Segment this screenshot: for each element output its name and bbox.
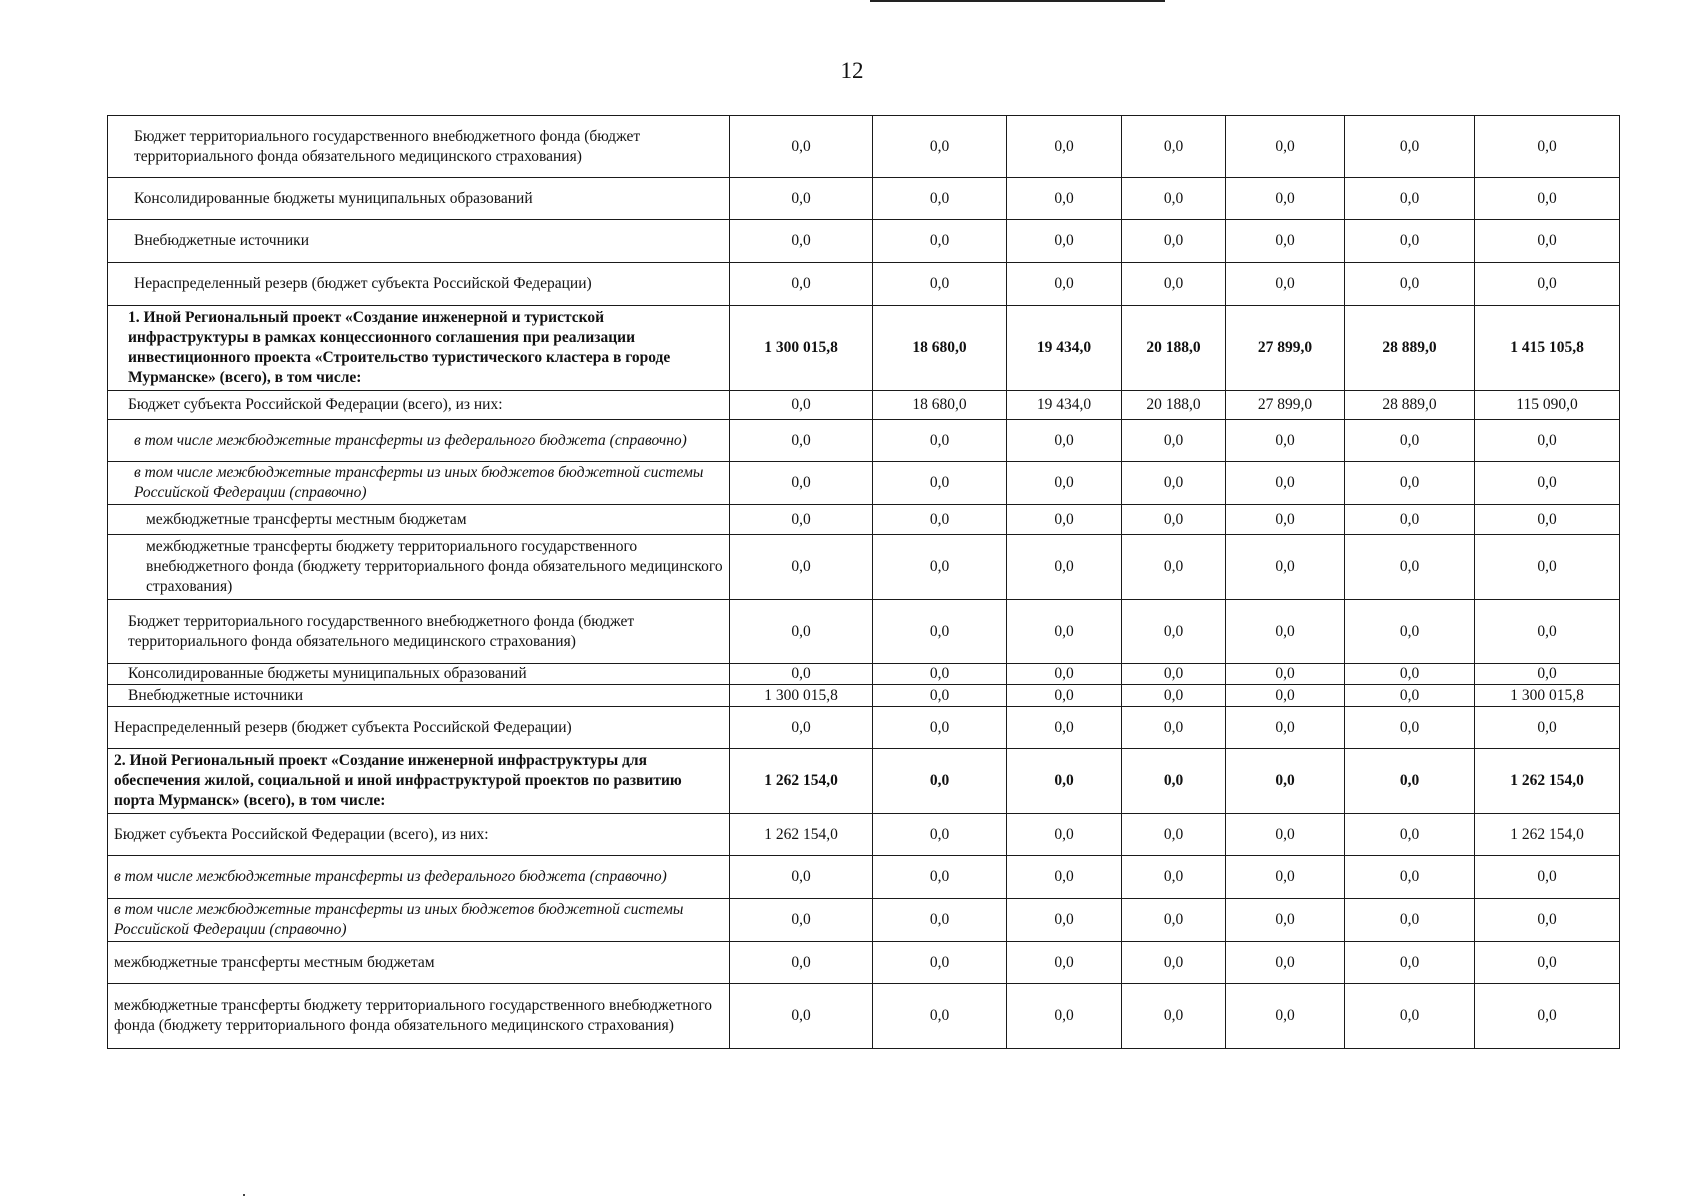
value-cell: 0,0 (873, 664, 1007, 685)
scan-speck (243, 1194, 245, 1196)
value-cell: 0,0 (1475, 600, 1620, 664)
table-row (108, 664, 1620, 685)
value-cell: 0,0 (873, 707, 1007, 749)
row-label: в том числе межбюджетные трансферты из федерального бюджета (справочно) (108, 856, 730, 899)
value-cell: 0,0 (1345, 856, 1475, 899)
top-rule (870, 0, 1165, 2)
value-cell: 0,0 (1122, 814, 1226, 856)
value-cell: 20 188,0 (1122, 306, 1226, 391)
value-cell: 0,0 (1226, 899, 1345, 942)
value-cell: 0,0 (1122, 535, 1226, 600)
table-row (108, 263, 1620, 306)
value-cell: 0,0 (1122, 420, 1226, 462)
value-cell: 0,0 (730, 899, 873, 942)
value-cell: 0,0 (1007, 178, 1122, 220)
value-cell: 0,0 (1122, 263, 1226, 306)
value-cell: 19 434,0 (1007, 306, 1122, 391)
table-row (108, 814, 1620, 856)
row-label: Консолидированные бюджеты муниципальных образований (108, 178, 730, 220)
value-cell: 1 300 015,8 (730, 685, 873, 707)
value-cell: 0,0 (1122, 600, 1226, 664)
value-cell: 1 300 015,8 (730, 306, 873, 391)
value-cell: 0,0 (1475, 535, 1620, 600)
value-cell: 0,0 (1475, 707, 1620, 749)
table-row (108, 749, 1620, 814)
value-cell: 0,0 (1226, 505, 1345, 535)
row-label: Внебюджетные источники (108, 685, 730, 707)
value-cell: 0,0 (1226, 814, 1345, 856)
row-label: 2. Иной Региональный проект «Создание инженерной инфраструктуры для обеспечения жилой, социальной и иной инфраструктурой проектов по развитию порта Мурманск» (всего), в том числе: (108, 749, 730, 814)
value-cell: 0,0 (1345, 263, 1475, 306)
row-label: Бюджет территориального государственного внебюджетного фонда (бюджет территориального фонда обязательного медицинского страхования) (108, 600, 730, 664)
value-cell: 0,0 (1007, 462, 1122, 505)
row-label: в том числе межбюджетные трансферты из иных бюджетов бюджетной системы Российской Федерации (справочно) (108, 899, 730, 942)
value-cell: 0,0 (1226, 942, 1345, 984)
value-cell: 0,0 (1122, 220, 1226, 263)
value-cell: 0,0 (1475, 178, 1620, 220)
value-cell: 0,0 (730, 505, 873, 535)
value-cell: 0,0 (1226, 984, 1345, 1049)
value-cell: 0,0 (873, 505, 1007, 535)
value-cell: 0,0 (730, 707, 873, 749)
value-cell: 1 262 154,0 (730, 814, 873, 856)
table-row (108, 942, 1620, 984)
value-cell: 0,0 (1226, 707, 1345, 749)
value-cell: 0,0 (1345, 420, 1475, 462)
table-row (108, 220, 1620, 263)
budget-table-body (108, 116, 1620, 1049)
value-cell: 28 889,0 (1345, 391, 1475, 420)
value-cell: 0,0 (1475, 664, 1620, 685)
value-cell: 0,0 (730, 178, 873, 220)
value-cell: 0,0 (1007, 942, 1122, 984)
value-cell: 1 262 154,0 (730, 749, 873, 814)
value-cell: 0,0 (1122, 505, 1226, 535)
value-cell: 1 262 154,0 (1475, 749, 1620, 814)
value-cell: 0,0 (730, 535, 873, 600)
value-cell: 0,0 (1007, 707, 1122, 749)
row-label: Бюджет субъекта Российской Федерации (всего), из них: (108, 391, 730, 420)
value-cell: 0,0 (730, 664, 873, 685)
row-label: Консолидированные бюджеты муниципальных образований (108, 664, 730, 685)
value-cell: 0,0 (873, 749, 1007, 814)
table-row (108, 707, 1620, 749)
value-cell: 0,0 (1007, 749, 1122, 814)
page-number: 12 (840, 58, 864, 83)
value-cell: 0,0 (1007, 420, 1122, 462)
value-cell: 0,0 (1007, 220, 1122, 263)
value-cell: 0,0 (1122, 685, 1226, 707)
value-cell: 0,0 (873, 178, 1007, 220)
value-cell: 0,0 (1007, 814, 1122, 856)
value-cell: 0,0 (1226, 263, 1345, 306)
value-cell: 0,0 (1475, 942, 1620, 984)
value-cell: 0,0 (1007, 600, 1122, 664)
table-row (108, 178, 1620, 220)
row-label: Внебюджетные источники (108, 220, 730, 263)
row-label: Бюджет территориального государственного внебюджетного фонда (бюджет территориального фонда обязательного медицинского страхования) (108, 116, 730, 178)
value-cell: 0,0 (1345, 178, 1475, 220)
value-cell: 0,0 (873, 116, 1007, 178)
value-cell: 0,0 (1475, 899, 1620, 942)
table-row (108, 600, 1620, 664)
value-cell: 0,0 (1122, 856, 1226, 899)
value-cell: 0,0 (873, 600, 1007, 664)
row-label: Нераспределенный резерв (бюджет субъекта Российской Федерации) (108, 263, 730, 306)
value-cell: 0,0 (1475, 984, 1620, 1049)
value-cell: 0,0 (1226, 178, 1345, 220)
value-cell: 1 300 015,8 (1475, 685, 1620, 707)
value-cell: 0,0 (1345, 942, 1475, 984)
value-cell: 115 090,0 (1475, 391, 1620, 420)
row-label: 1. Иной Региональный проект «Создание инженерной и туристской инфраструктуры в рамках концессионного соглашения при реализации инвестиционного проекта «Строительство туристического кластера в городе Мурманске» (всего), в том числе: (108, 306, 730, 391)
table-row (108, 505, 1620, 535)
value-cell: 0,0 (1007, 899, 1122, 942)
value-cell: 0,0 (1226, 685, 1345, 707)
table-row (108, 685, 1620, 707)
table-row (108, 116, 1620, 178)
table-row (108, 391, 1620, 420)
value-cell: 0,0 (1007, 116, 1122, 178)
value-cell: 0,0 (1345, 707, 1475, 749)
value-cell: 0,0 (1345, 535, 1475, 600)
value-cell: 0,0 (1475, 505, 1620, 535)
row-label: межбюджетные трансферты местным бюджетам (108, 942, 730, 984)
value-cell: 0,0 (1122, 707, 1226, 749)
value-cell: 0,0 (1226, 664, 1345, 685)
value-cell: 0,0 (1345, 749, 1475, 814)
value-cell: 0,0 (1345, 899, 1475, 942)
value-cell: 0,0 (1007, 984, 1122, 1049)
value-cell: 0,0 (1345, 685, 1475, 707)
value-cell: 0,0 (1475, 263, 1620, 306)
value-cell: 1 262 154,0 (1475, 814, 1620, 856)
value-cell: 0,0 (1122, 462, 1226, 505)
value-cell: 0,0 (1345, 116, 1475, 178)
row-label: межбюджетные трансферты бюджету территориального государственного внебюджетного фонда (бюджету территориального фонда обязательного медицинского страхования) (108, 535, 730, 600)
value-cell: 0,0 (873, 220, 1007, 263)
value-cell: 0,0 (873, 535, 1007, 600)
row-label: межбюджетные трансферты бюджету территориального государственного внебюджетного фонда (бюджету территориального фонда обязательного медицинского страхования) (108, 984, 730, 1049)
value-cell: 0,0 (1122, 899, 1226, 942)
value-cell: 0,0 (873, 856, 1007, 899)
value-cell: 0,0 (730, 462, 873, 505)
table-row (108, 856, 1620, 899)
table-row (108, 984, 1620, 1049)
value-cell: 20 188,0 (1122, 391, 1226, 420)
value-cell: 0,0 (730, 263, 873, 306)
value-cell: 0,0 (1122, 942, 1226, 984)
value-cell: 28 889,0 (1345, 306, 1475, 391)
value-cell: 0,0 (730, 116, 873, 178)
value-cell: 0,0 (1007, 685, 1122, 707)
value-cell: 0,0 (1122, 984, 1226, 1049)
value-cell: 0,0 (1226, 600, 1345, 664)
value-cell: 0,0 (873, 942, 1007, 984)
value-cell: 0,0 (1345, 505, 1475, 535)
value-cell: 0,0 (1226, 220, 1345, 263)
value-cell: 0,0 (1226, 116, 1345, 178)
row-label: межбюджетные трансферты местным бюджетам (108, 505, 730, 535)
value-cell: 0,0 (1007, 664, 1122, 685)
value-cell: 0,0 (1007, 263, 1122, 306)
value-cell: 0,0 (873, 420, 1007, 462)
value-cell: 0,0 (873, 899, 1007, 942)
table-row (108, 535, 1620, 600)
value-cell: 18 680,0 (873, 391, 1007, 420)
value-cell: 0,0 (1007, 856, 1122, 899)
value-cell: 0,0 (730, 856, 873, 899)
value-cell: 0,0 (1007, 505, 1122, 535)
value-cell: 0,0 (1345, 600, 1475, 664)
budget-table (107, 115, 1620, 1049)
value-cell: 0,0 (1122, 664, 1226, 685)
value-cell: 0,0 (1122, 116, 1226, 178)
row-label: в том числе межбюджетные трансферты из иных бюджетов бюджетной системы Российской Федерации (справочно) (108, 462, 730, 505)
value-cell: 0,0 (1226, 420, 1345, 462)
value-cell: 18 680,0 (873, 306, 1007, 391)
value-cell: 0,0 (1345, 462, 1475, 505)
value-cell: 0,0 (1345, 220, 1475, 263)
value-cell: 0,0 (873, 685, 1007, 707)
value-cell: 0,0 (1122, 749, 1226, 814)
value-cell: 1 415 105,8 (1475, 306, 1620, 391)
value-cell: 0,0 (1226, 535, 1345, 600)
row-label: Бюджет субъекта Российской Федерации (всего), из них: (108, 814, 730, 856)
value-cell: 0,0 (1226, 462, 1345, 505)
value-cell: 0,0 (1226, 749, 1345, 814)
value-cell: 0,0 (873, 462, 1007, 505)
row-label: Нераспределенный резерв (бюджет субъекта Российской Федерации) (108, 707, 730, 749)
row-label: в том числе межбюджетные трансферты из федерального бюджета (справочно) (108, 420, 730, 462)
value-cell: 19 434,0 (1007, 391, 1122, 420)
value-cell: 0,0 (730, 420, 873, 462)
value-cell: 0,0 (1226, 856, 1345, 899)
value-cell: 0,0 (873, 984, 1007, 1049)
value-cell: 0,0 (730, 600, 873, 664)
value-cell: 27 899,0 (1226, 391, 1345, 420)
value-cell: 0,0 (730, 984, 873, 1049)
value-cell: 0,0 (1475, 420, 1620, 462)
table-row (108, 462, 1620, 505)
value-cell: 0,0 (873, 814, 1007, 856)
value-cell: 27 899,0 (1226, 306, 1345, 391)
value-cell: 0,0 (1007, 535, 1122, 600)
value-cell: 0,0 (730, 220, 873, 263)
value-cell: 0,0 (1122, 178, 1226, 220)
value-cell: 0,0 (730, 942, 873, 984)
value-cell: 0,0 (1345, 814, 1475, 856)
value-cell: 0,0 (730, 391, 873, 420)
value-cell: 0,0 (1345, 664, 1475, 685)
table-row (108, 899, 1620, 942)
value-cell: 0,0 (873, 263, 1007, 306)
value-cell: 0,0 (1345, 984, 1475, 1049)
value-cell: 0,0 (1475, 116, 1620, 178)
table-row (108, 306, 1620, 391)
value-cell: 0,0 (1475, 462, 1620, 505)
value-cell: 0,0 (1475, 220, 1620, 263)
value-cell: 0,0 (1475, 856, 1620, 899)
table-row (108, 420, 1620, 462)
